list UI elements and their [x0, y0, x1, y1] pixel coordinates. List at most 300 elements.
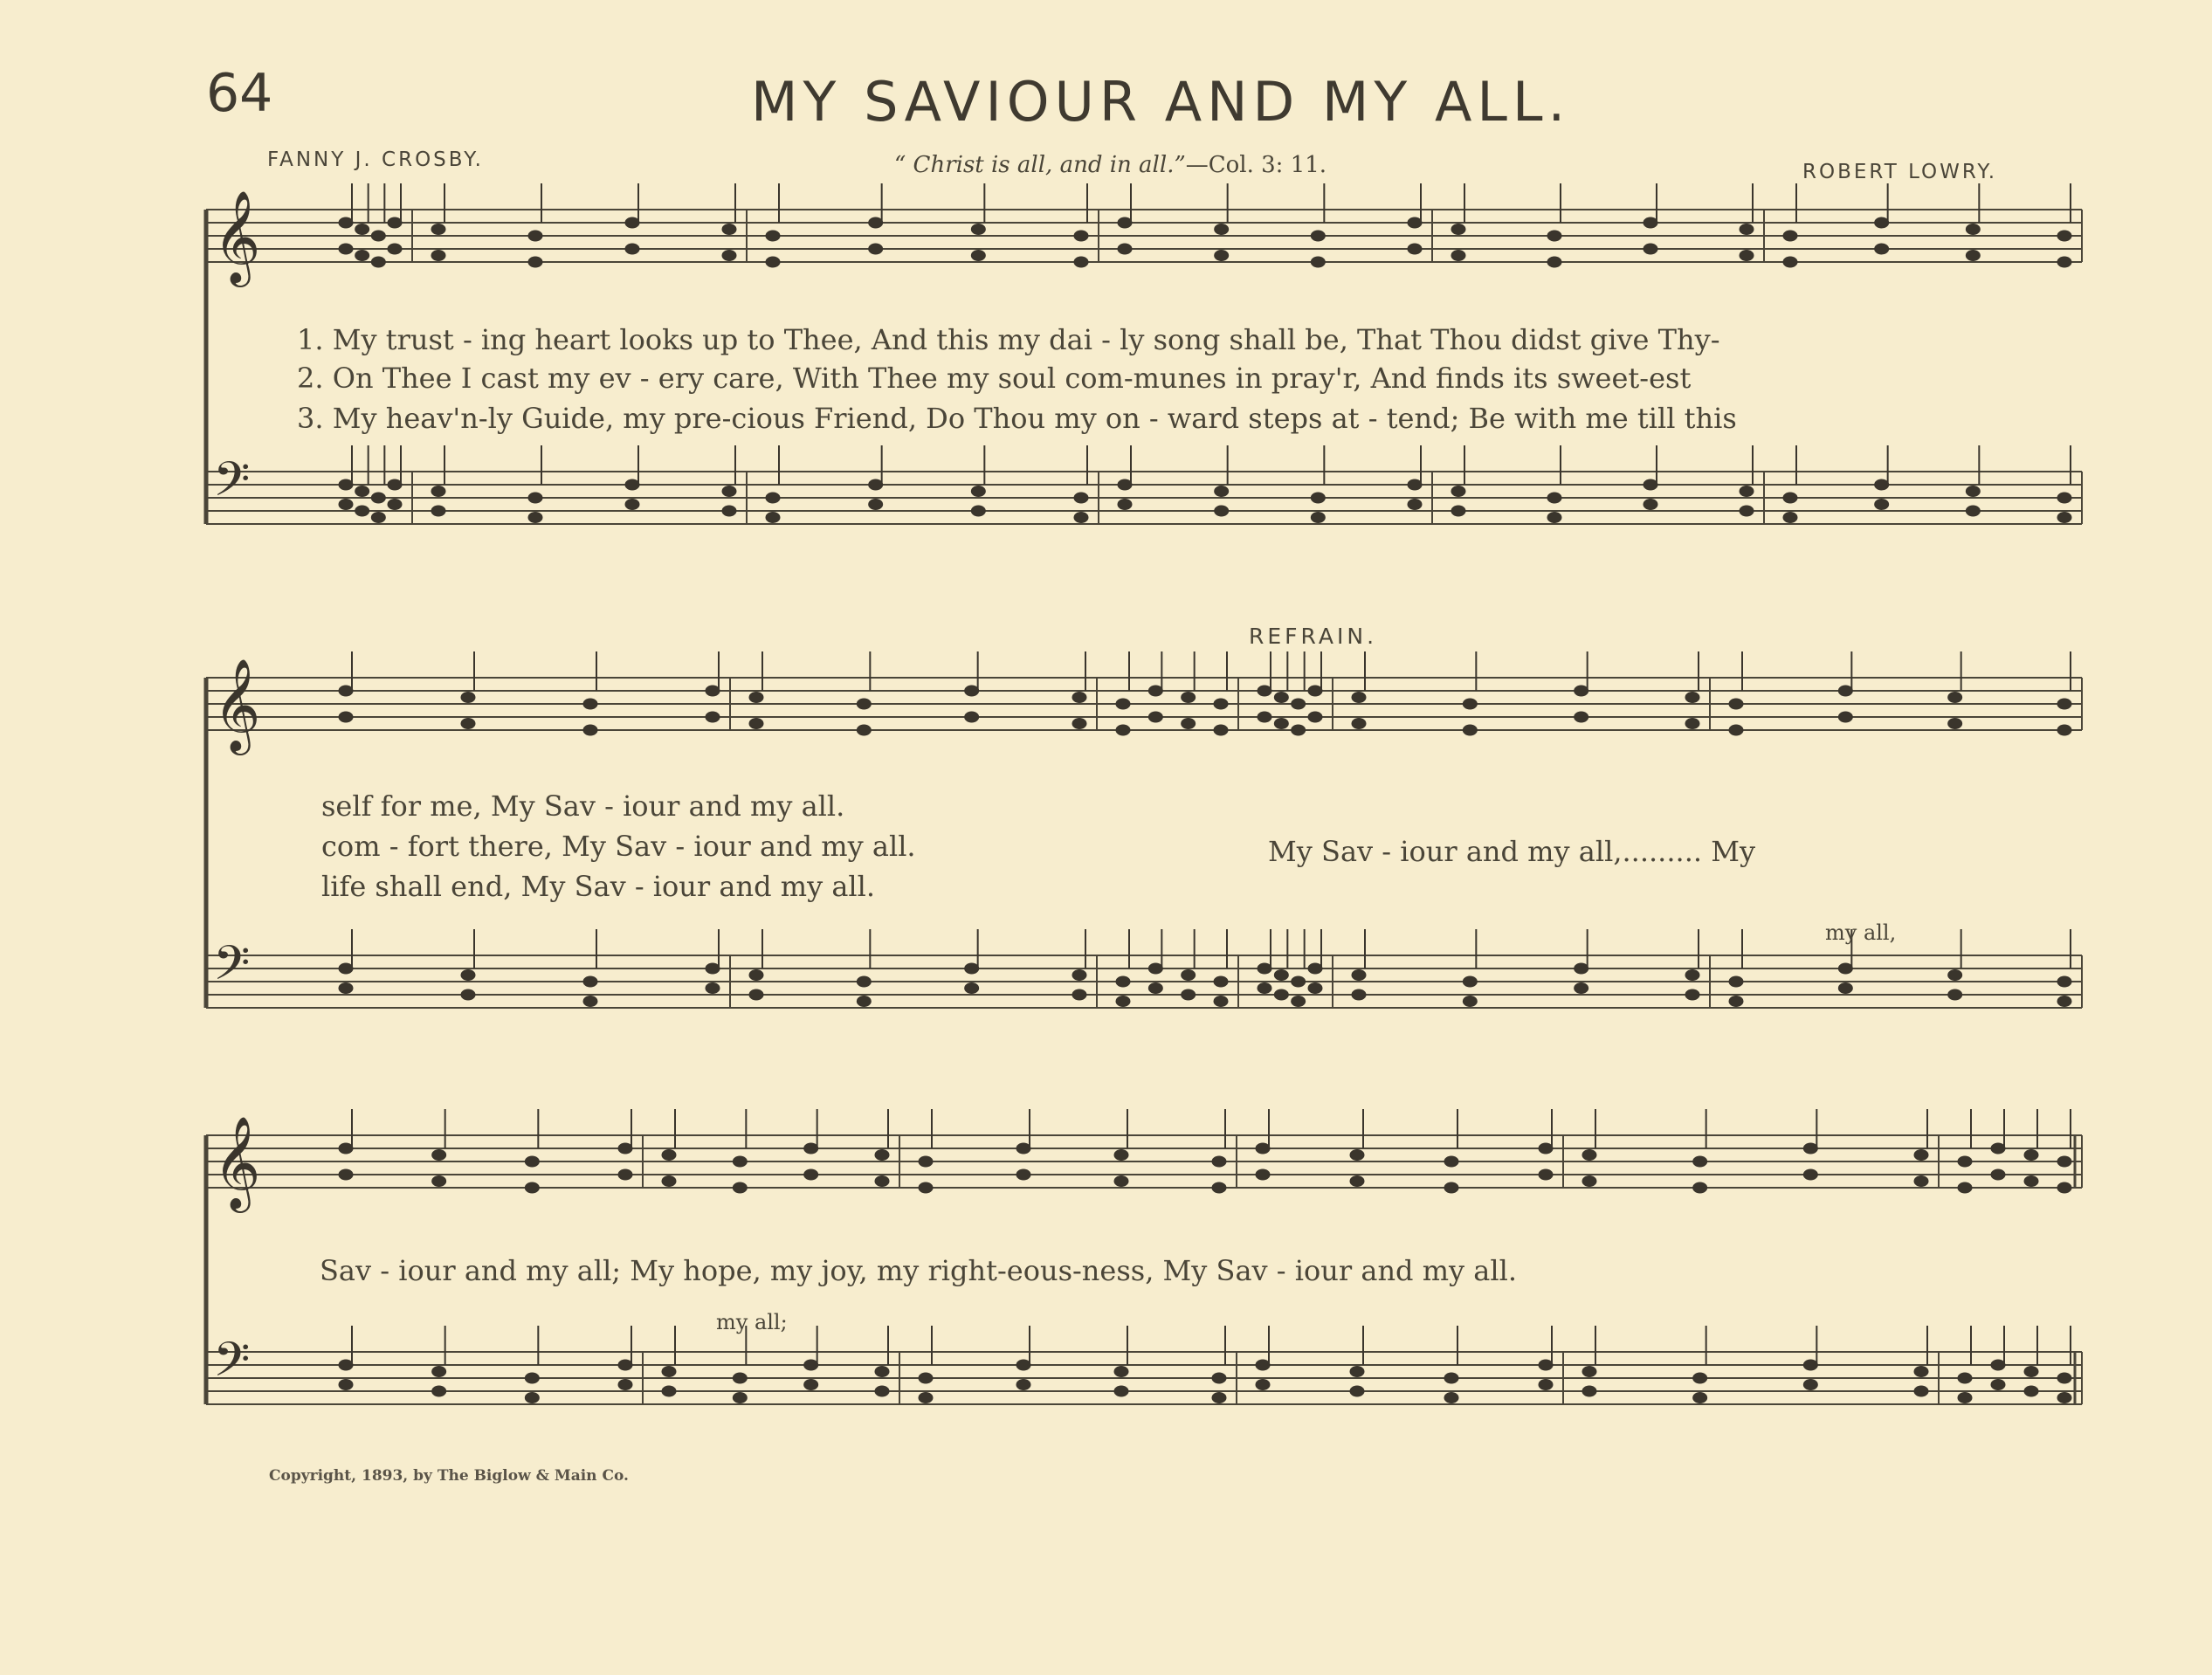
note-head — [1914, 1386, 1928, 1396]
copyright: Copyright, 1893, by The Biglow & Main Co. — [269, 1467, 629, 1485]
note-head — [1408, 479, 1422, 490]
note-head — [1643, 244, 1657, 254]
note-head — [1114, 1367, 1128, 1377]
note-head — [388, 479, 402, 490]
note-head — [1352, 989, 1366, 1000]
note-head — [1212, 1393, 1226, 1403]
note-head — [1148, 686, 1162, 696]
note-head — [706, 686, 720, 696]
note-head — [1350, 1176, 1364, 1187]
note-head — [339, 500, 353, 510]
note-head — [2024, 1367, 2038, 1377]
note-head — [1729, 725, 1743, 735]
note-head — [1148, 963, 1162, 974]
note-head — [1258, 712, 1271, 722]
note-head — [919, 1156, 933, 1167]
note-head — [1729, 996, 1743, 1007]
note-head — [1783, 257, 1797, 267]
note-head — [722, 506, 736, 516]
treble-clef-icon: 𝄞 — [213, 658, 261, 751]
note-head — [1444, 1373, 1458, 1383]
note-head — [1212, 1373, 1226, 1383]
note-head — [339, 1380, 353, 1390]
note-head — [1118, 244, 1132, 254]
note-head — [1148, 712, 1162, 722]
note-head — [1547, 493, 1561, 503]
note-head — [525, 1156, 539, 1167]
note-head — [919, 1182, 933, 1193]
bass-echo-2: my all; — [716, 1310, 788, 1334]
note-head — [2057, 996, 2071, 1007]
note-head — [1740, 506, 1754, 516]
note-head — [869, 217, 883, 228]
note-head — [1547, 257, 1561, 267]
note-head — [1740, 251, 1754, 261]
note-head — [1016, 1360, 1030, 1370]
note-head — [1212, 1156, 1226, 1167]
note-head — [1118, 217, 1132, 228]
note-head — [388, 244, 402, 254]
note-head — [1838, 686, 1852, 696]
note-head — [1311, 513, 1325, 523]
note-head — [339, 217, 353, 228]
note-head — [1693, 1393, 1707, 1403]
note-head — [2057, 231, 2071, 241]
note-head — [2024, 1386, 2038, 1396]
note-head — [1838, 983, 1852, 994]
note-head — [1074, 257, 1088, 267]
note-head — [1575, 712, 1588, 722]
note-head — [625, 500, 639, 510]
note-head — [1966, 251, 1980, 261]
note-head — [432, 1150, 446, 1161]
bass-clef-icon: 𝄢 — [213, 935, 251, 1003]
note-head — [1685, 970, 1699, 981]
note-head — [766, 493, 780, 503]
note-head — [1958, 1182, 1972, 1193]
note-head — [1451, 224, 1465, 235]
note-head — [804, 1380, 818, 1390]
note-head — [1582, 1367, 1596, 1377]
treble-clef-icon: 𝄞 — [213, 190, 261, 283]
note-head — [2057, 513, 2071, 523]
note-head — [1547, 231, 1561, 241]
note-head — [1582, 1176, 1596, 1187]
note-head — [1948, 989, 1962, 1000]
note-head — [875, 1386, 889, 1396]
note-head — [1256, 1143, 1270, 1154]
note-head — [1991, 1143, 2005, 1154]
note-head — [1114, 1150, 1128, 1161]
note-head — [1016, 1380, 1030, 1390]
note-head — [706, 712, 720, 722]
note-head — [2057, 725, 2071, 735]
note-head — [525, 1393, 539, 1403]
note-head — [1539, 1380, 1553, 1390]
note-head — [1914, 1176, 1928, 1187]
note-head — [1116, 725, 1130, 735]
note-head — [1214, 996, 1228, 1007]
note-head — [625, 244, 639, 254]
bass-clef-icon: 𝄢 — [213, 451, 251, 519]
note-head — [339, 1360, 353, 1370]
note-head — [1685, 719, 1699, 729]
note-head — [339, 479, 353, 490]
note-head — [2024, 1176, 2038, 1187]
note-head — [528, 231, 542, 241]
note-head — [1215, 224, 1229, 235]
note-head — [662, 1386, 676, 1396]
note-head — [1311, 493, 1325, 503]
note-head — [461, 693, 475, 703]
note-head — [1311, 257, 1325, 267]
note-head — [706, 983, 720, 994]
note-head — [1118, 479, 1132, 490]
note-head — [371, 493, 385, 503]
note-head — [662, 1176, 676, 1187]
note-head — [1256, 1380, 1270, 1390]
note-head — [1643, 500, 1657, 510]
note-head — [1582, 1386, 1596, 1396]
note-head — [1463, 699, 1477, 709]
note-head — [1274, 693, 1288, 703]
refrain-lyric: My Sav - iour and my all,......... My — [1268, 835, 1756, 868]
note-head — [2024, 1150, 2038, 1161]
note-head — [1352, 693, 1366, 703]
note-head — [2057, 699, 2071, 709]
verse3-line1: 3. My heav'n-ly Guide, my pre-cious Friend, Do Thou my on - ward steps at - tend; Be with me till this — [297, 402, 1737, 435]
note-head — [1258, 983, 1271, 994]
note-head — [1256, 1360, 1270, 1370]
note-head — [1803, 1143, 1817, 1154]
note-head — [1352, 970, 1366, 981]
note-head — [1214, 699, 1228, 709]
verse2-line2: com - fort there, My Sav - iour and my all. — [321, 830, 916, 863]
note-head — [1408, 217, 1422, 228]
note-head — [1292, 725, 1306, 735]
note-head — [1444, 1393, 1458, 1403]
note-head — [1991, 1360, 2005, 1370]
note-head — [1274, 719, 1288, 729]
note-head — [339, 712, 353, 722]
note-head — [2057, 1182, 2071, 1193]
note-head — [857, 976, 871, 987]
note-head — [1451, 486, 1465, 497]
note-head — [1575, 983, 1588, 994]
note-head — [1991, 1380, 2005, 1390]
note-head — [1444, 1156, 1458, 1167]
note-head — [857, 725, 871, 735]
verse1-line1: 1. My trust - ing heart looks up to Thee, And this my dai - ly song shall be, That Thou didst give Thy- — [297, 323, 1720, 356]
note-head — [432, 1176, 446, 1187]
note-head — [965, 712, 979, 722]
note-head — [355, 506, 369, 516]
note-head — [1783, 513, 1797, 523]
note-head — [971, 251, 985, 261]
note-head — [1214, 976, 1228, 987]
note-head — [1182, 693, 1196, 703]
note-head — [722, 486, 736, 497]
note-head — [875, 1367, 889, 1377]
note-head — [766, 257, 780, 267]
note-head — [1958, 1373, 1972, 1383]
scripture-text: “ Christ is all, and in all.” — [894, 152, 1186, 178]
note-head — [625, 479, 639, 490]
note-head — [1740, 486, 1754, 497]
note-head — [1118, 500, 1132, 510]
note-head — [1463, 976, 1477, 987]
note-head — [1274, 989, 1288, 1000]
note-head — [869, 479, 883, 490]
note-head — [1966, 486, 1980, 497]
note-head — [1292, 976, 1306, 987]
verse1-line2: self for me, My Sav - iour and my all. — [321, 789, 845, 823]
note-head — [706, 963, 720, 974]
note-head — [431, 486, 445, 497]
note-head — [1352, 719, 1366, 729]
note-head — [431, 251, 445, 261]
note-head — [965, 686, 979, 696]
note-head — [1643, 217, 1657, 228]
note-head — [1408, 500, 1422, 510]
note-head — [1116, 699, 1130, 709]
note-head — [2057, 1156, 2071, 1167]
note-head — [1016, 1143, 1030, 1154]
note-head — [528, 513, 542, 523]
note-head — [1575, 686, 1588, 696]
note-head — [1072, 719, 1086, 729]
note-head — [1966, 506, 1980, 516]
note-head — [431, 224, 445, 235]
note-head — [1875, 244, 1889, 254]
note-head — [749, 693, 763, 703]
author: FANNY J. CROSBY. — [267, 148, 484, 171]
bass-clef-icon: 𝄢 — [213, 1332, 251, 1399]
note-head — [1539, 1360, 1553, 1370]
note-head — [1740, 224, 1754, 235]
note-head — [355, 224, 369, 235]
note-head — [857, 996, 871, 1007]
note-head — [1539, 1169, 1553, 1180]
final-lyric: Sav - iour and my all; My hope, my joy, my right-eous-ness, My Sav - iour and my all. — [320, 1254, 1518, 1287]
note-head — [1643, 479, 1657, 490]
note-head — [1838, 712, 1852, 722]
note-head — [1547, 513, 1561, 523]
note-head — [1292, 699, 1306, 709]
note-head — [1258, 686, 1271, 696]
note-head — [1948, 970, 1962, 981]
hymn-title: MY SAVIOUR AND MY ALL. — [751, 70, 1571, 134]
note-head — [355, 251, 369, 261]
note-head — [733, 1373, 747, 1383]
note-head — [722, 251, 736, 261]
note-head — [1114, 1176, 1128, 1187]
note-head — [432, 1367, 446, 1377]
note-head — [749, 970, 763, 981]
note-head — [1148, 983, 1162, 994]
note-head — [1182, 719, 1196, 729]
note-head — [1256, 1169, 1270, 1180]
note-head — [1783, 493, 1797, 503]
note-head — [1803, 1169, 1817, 1180]
note-head — [971, 506, 985, 516]
note-head — [1444, 1182, 1458, 1193]
verse2-line1: 2. On Thee I cast my ev - ery care, With Thee my soul com-munes in pray'r, And finds its sweet-est — [297, 362, 1692, 395]
note-head — [1685, 693, 1699, 703]
note-head — [2057, 257, 2071, 267]
note-head — [1875, 217, 1889, 228]
note-head — [971, 486, 985, 497]
note-head — [1729, 976, 1743, 987]
note-head — [1539, 1143, 1553, 1154]
note-head — [339, 1143, 353, 1154]
note-head — [1991, 1169, 2005, 1180]
note-head — [339, 1169, 353, 1180]
note-head — [583, 725, 597, 735]
note-head — [722, 224, 736, 235]
note-head — [1575, 963, 1588, 974]
note-head — [875, 1176, 889, 1187]
note-head — [1182, 989, 1196, 1000]
note-head — [1308, 712, 1322, 722]
note-head — [733, 1182, 747, 1193]
note-head — [1350, 1150, 1364, 1161]
scripture-reference: —Col. 3: 11. — [1185, 152, 1327, 178]
note-head — [1182, 970, 1196, 981]
note-head — [1958, 1156, 1972, 1167]
note-head — [1116, 976, 1130, 987]
note-head — [804, 1169, 818, 1180]
note-head — [2057, 976, 2071, 987]
note-head — [1074, 513, 1088, 523]
note-head — [339, 686, 353, 696]
note-head — [388, 500, 402, 510]
note-head — [749, 719, 763, 729]
note-head — [1311, 231, 1325, 241]
note-head — [461, 970, 475, 981]
note-head — [388, 217, 402, 228]
note-head — [733, 1156, 747, 1167]
note-head — [339, 983, 353, 994]
note-head — [431, 506, 445, 516]
note-head — [804, 1143, 818, 1154]
note-head — [2057, 1373, 2071, 1383]
note-head — [1948, 693, 1962, 703]
note-head — [662, 1367, 676, 1377]
note-head — [1016, 1169, 1030, 1180]
note-head — [662, 1150, 676, 1161]
note-head — [1693, 1373, 1707, 1383]
note-head — [461, 989, 475, 1000]
note-head — [371, 513, 385, 523]
note-head — [1838, 963, 1852, 974]
note-head — [971, 224, 985, 235]
note-head — [2057, 493, 2071, 503]
treble-clef-icon: 𝄞 — [213, 1115, 261, 1209]
note-head — [1350, 1386, 1364, 1396]
note-head — [525, 1373, 539, 1383]
note-head — [432, 1386, 446, 1396]
note-head — [1350, 1367, 1364, 1377]
note-head — [1274, 970, 1288, 981]
note-head — [583, 976, 597, 987]
note-head — [1114, 1386, 1128, 1396]
note-head — [1914, 1150, 1928, 1161]
note-head — [804, 1360, 818, 1370]
note-head — [1685, 989, 1699, 1000]
note-head — [1214, 725, 1228, 735]
page-number: 64 — [206, 63, 273, 124]
note-head — [1693, 1182, 1707, 1193]
note-head — [1463, 996, 1477, 1007]
note-head — [1072, 970, 1086, 981]
note-head — [618, 1380, 632, 1390]
note-head — [339, 963, 353, 974]
note-head — [528, 493, 542, 503]
note-head — [1308, 686, 1322, 696]
note-head — [1074, 231, 1088, 241]
note-head — [1258, 963, 1271, 974]
note-head — [461, 719, 475, 729]
note-head — [2057, 1393, 2071, 1403]
note-head — [1875, 500, 1889, 510]
note-head — [1803, 1380, 1817, 1390]
note-head — [919, 1393, 933, 1403]
note-head — [733, 1393, 747, 1403]
note-head — [528, 257, 542, 267]
note-head — [1408, 244, 1422, 254]
note-head — [1116, 996, 1130, 1007]
note-head — [583, 996, 597, 1007]
note-head — [1783, 231, 1797, 241]
note-head — [371, 257, 385, 267]
note-head — [857, 699, 871, 709]
note-head — [1463, 725, 1477, 735]
note-head — [583, 699, 597, 709]
composer: ROBERT LOWRY. — [1802, 161, 1998, 183]
note-head — [1072, 693, 1086, 703]
note-head — [869, 244, 883, 254]
note-head — [1803, 1360, 1817, 1370]
note-head — [355, 486, 369, 497]
note-head — [1451, 251, 1465, 261]
note-head — [1451, 506, 1465, 516]
note-head — [965, 983, 979, 994]
note-head — [1308, 963, 1322, 974]
note-head — [1215, 251, 1229, 261]
note-head — [869, 500, 883, 510]
note-head — [1914, 1367, 1928, 1377]
bass-echo-1: my all, — [1825, 920, 1897, 945]
note-head — [1729, 699, 1743, 709]
note-head — [1072, 989, 1086, 1000]
note-head — [1875, 479, 1889, 490]
note-head — [1966, 224, 1980, 235]
note-head — [875, 1150, 889, 1161]
refrain-label: REFRAIN. — [1249, 624, 1378, 649]
note-head — [1212, 1182, 1226, 1193]
note-head — [1582, 1150, 1596, 1161]
note-head — [1215, 506, 1229, 516]
note-head — [618, 1143, 632, 1154]
note-head — [919, 1373, 933, 1383]
note-head — [525, 1182, 539, 1193]
note-head — [766, 513, 780, 523]
note-head — [1958, 1393, 1972, 1403]
note-head — [1292, 996, 1306, 1007]
note-head — [1074, 493, 1088, 503]
note-head — [625, 217, 639, 228]
